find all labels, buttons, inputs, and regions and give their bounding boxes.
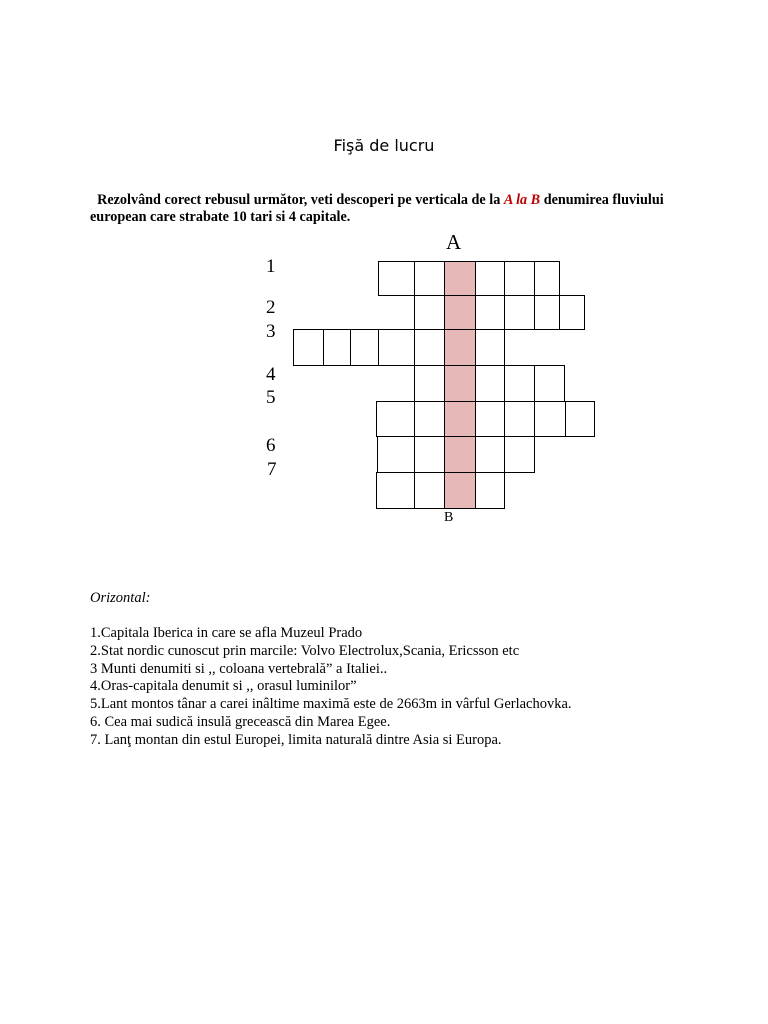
grid-cell-row-2[interactable]: [534, 295, 560, 330]
label-a: A: [446, 230, 462, 254]
row-number-4: 4: [266, 364, 276, 385]
grid-cell-row-3[interactable]: [323, 329, 351, 366]
grid-cell-row-5[interactable]: [376, 401, 415, 437]
grid-cell-row-4[interactable]: [534, 365, 565, 402]
key-cell-row-1[interactable]: [444, 261, 476, 296]
grid-cell-row-4[interactable]: [504, 365, 535, 402]
key-cell-row-4[interactable]: [444, 365, 476, 402]
intro-text-after: denumirea fluviului european care strabate 10 tari si 4 capitale.: [90, 192, 664, 225]
grid-cell-row-2[interactable]: [559, 295, 585, 330]
grid-cell-row-6[interactable]: [414, 436, 445, 473]
key-cell-row-3[interactable]: [444, 329, 476, 366]
grid-cell-row-7[interactable]: [376, 472, 415, 509]
clue-5: 5.Lant montos tânar a carei inâltime maximă este de 2663m in vârful Gerlachovka.: [90, 696, 572, 713]
row-number-1: 1: [266, 256, 276, 277]
grid-cell-row-6[interactable]: [475, 436, 505, 473]
clue-1: 1.Capitala Iberica in care se afla Muzeul Prado: [90, 625, 363, 641]
clue-3: 3 Munti denumiti si ,, coloana vertebrală” a Italiei..: [90, 660, 388, 677]
row-number-2: 2: [266, 297, 276, 318]
grid-cell-row-1[interactable]: [504, 261, 535, 296]
grid-cell-row-4[interactable]: [414, 365, 445, 402]
grid-cell-row-1[interactable]: [534, 261, 560, 296]
clues-list: [90, 625, 572, 750]
clues-heading: Orizontal:: [90, 590, 151, 606]
grid-cell-row-3[interactable]: [378, 329, 415, 366]
clue-2: 2.Stat nordic cunoscut prin marcile: Volvo Electrolux,Scania, Ericsson etc: [90, 642, 520, 659]
grid-cell-row-3[interactable]: [350, 329, 379, 366]
clue-4: 4.Oras-capitala denumit si ,, orasul luminilor”: [90, 678, 357, 695]
label-b: B: [444, 510, 454, 525]
row-number-5: 5: [266, 387, 276, 408]
grid-cell-row-6[interactable]: [504, 436, 535, 473]
grid-cell-row-1[interactable]: [475, 261, 505, 296]
grid-cell-row-4[interactable]: [475, 365, 505, 402]
row-number-7: 7: [267, 459, 277, 480]
grid-cell-row-2[interactable]: [414, 295, 445, 330]
grid-cell-row-3[interactable]: [475, 329, 505, 366]
page-title: Fişă de lucru: [333, 136, 435, 155]
grid-cell-row-6[interactable]: [377, 436, 415, 473]
grid-cell-row-1[interactable]: [414, 261, 445, 296]
clue-7: 7. Lanţ montan din estul Europei, limita naturală dintre Asia si Europa.: [90, 731, 502, 748]
grid-cell-row-2[interactable]: [475, 295, 505, 330]
grid-cell-row-3[interactable]: [293, 329, 324, 366]
grid-cell-row-5[interactable]: [414, 401, 445, 437]
grid-cell-row-5[interactable]: [534, 401, 566, 437]
grid-cell-row-5[interactable]: [475, 401, 505, 437]
intro-text-before: Rezolvând corect rebusul următor, veti descoperi pe verticala de la: [97, 192, 504, 208]
clue-6: 6. Cea mai sudică insulă grecească din Marea Egee.: [90, 713, 391, 730]
row-number-3: 3: [266, 321, 276, 342]
grid-cell-row-3[interactable]: [414, 329, 445, 366]
grid-cell-row-2[interactable]: [504, 295, 535, 330]
key-cell-row-7[interactable]: [444, 472, 476, 509]
intro-paragraph: [90, 192, 690, 226]
key-cell-row-2[interactable]: [444, 295, 476, 330]
grid-cell-row-5[interactable]: [565, 401, 595, 437]
key-cell-row-6[interactable]: [444, 436, 476, 473]
grid-cell-row-7[interactable]: [475, 472, 505, 509]
intro-highlight: A la B: [503, 192, 541, 208]
grid-cell-row-5[interactable]: [504, 401, 535, 437]
grid-cell-row-7[interactable]: [414, 472, 445, 509]
row-number-6: 6: [266, 435, 276, 456]
key-cell-row-5[interactable]: [444, 401, 476, 437]
grid-cell-row-1[interactable]: [378, 261, 415, 296]
